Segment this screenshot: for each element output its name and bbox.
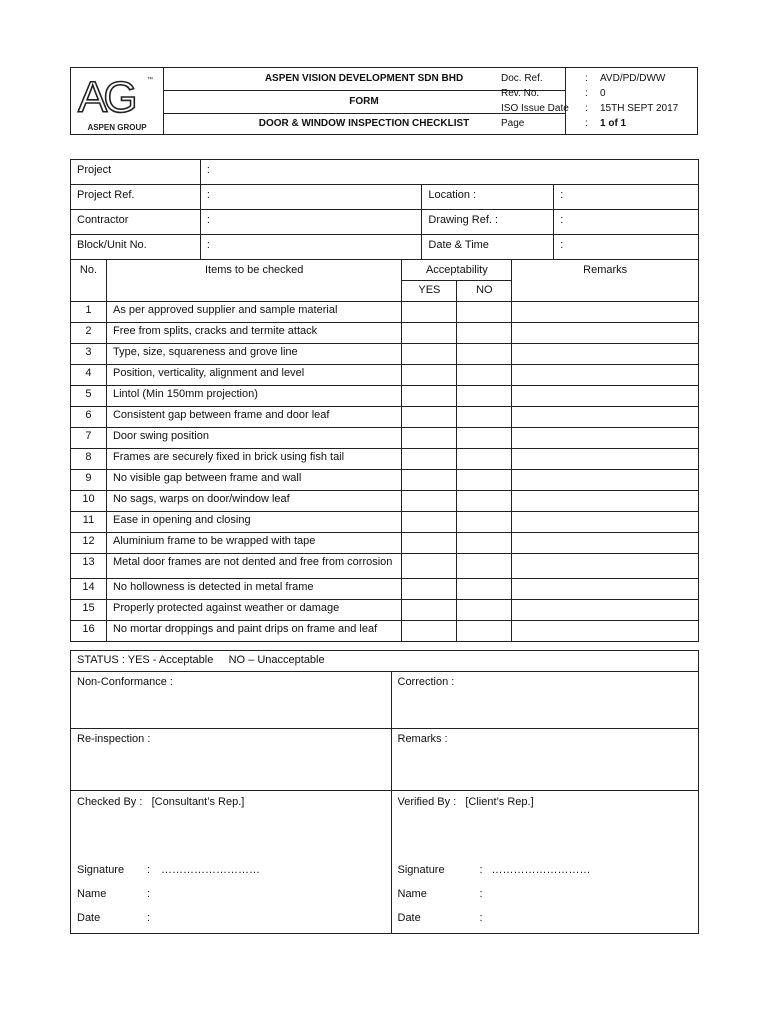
- form-label: FORM: [163, 91, 565, 114]
- no-checkbox-cell[interactable]: [457, 600, 512, 621]
- yes-checkbox-cell[interactable]: [402, 512, 457, 533]
- row-item: No sags, warps on door/window leaf: [106, 491, 401, 512]
- no-checkbox-cell[interactable]: [457, 621, 512, 642]
- company-name: ASPEN VISION DEVELOPMENT SDN BHD: [163, 68, 565, 91]
- name-label: Name: [77, 888, 107, 900]
- field-location[interactable]: :: [554, 185, 699, 210]
- no-checkbox-cell[interactable]: [457, 407, 512, 428]
- remarks-box[interactable]: [391, 729, 699, 791]
- logo-text: ASPEN GROUP: [87, 123, 147, 132]
- status-section: [70, 650, 699, 934]
- col-header-yes: YES: [402, 281, 457, 302]
- non-conformance-label: Non-Conformance :: [77, 676, 173, 688]
- row-number: 10: [71, 491, 107, 512]
- yes-checkbox-cell[interactable]: [402, 407, 457, 428]
- label-contractor: Contractor: [71, 210, 201, 235]
- yes-checkbox-cell[interactable]: [402, 365, 457, 386]
- checked-by-box[interactable]: [71, 791, 392, 934]
- colon: :: [147, 912, 151, 924]
- row-item: No hollowness is detected in metal frame: [106, 579, 401, 600]
- remarks-cell[interactable]: [512, 302, 699, 323]
- colon: :: [479, 912, 483, 924]
- yes-checkbox-cell[interactable]: [402, 449, 457, 470]
- logo-tm: ™: [147, 77, 153, 83]
- status-legend: STATUS : YES - Acceptable NO – Unacceptable: [71, 651, 699, 672]
- row-number: 7: [71, 428, 107, 449]
- meta-label-page: Page: [501, 118, 525, 129]
- row-item: Ease in opening and closing: [106, 512, 401, 533]
- yes-checkbox-cell[interactable]: [402, 323, 457, 344]
- remarks-cell[interactable]: [512, 344, 699, 365]
- label-block-unit: Block/Unit No.: [71, 235, 201, 260]
- col-header-no-answer: NO: [457, 281, 512, 302]
- no-checkbox-cell[interactable]: [457, 365, 512, 386]
- table-row: [71, 621, 699, 642]
- items-table: [70, 259, 699, 642]
- no-checkbox-cell[interactable]: [457, 579, 512, 600]
- yes-checkbox-cell[interactable]: [402, 600, 457, 621]
- no-checkbox-cell[interactable]: [457, 533, 512, 554]
- col-header-acceptability: Acceptability: [402, 260, 512, 281]
- label-project: Project: [71, 160, 201, 185]
- remarks-cell[interactable]: [512, 323, 699, 344]
- verified-by-label: Verified By : [Client’s Rep.]: [397, 796, 534, 808]
- row-number: 3: [71, 344, 107, 365]
- remarks-cell[interactable]: [512, 600, 699, 621]
- row-item: No visible gap between frame and wall: [106, 470, 401, 491]
- table-row: [71, 470, 699, 491]
- table-row: [71, 302, 699, 323]
- row-item: Position, verticality, alignment and level: [106, 365, 401, 386]
- remarks-cell[interactable]: [512, 512, 699, 533]
- correction-label: Correction :: [397, 676, 455, 688]
- field-date-time[interactable]: :: [554, 235, 699, 260]
- meta-value-iso-date: 15TH SEPT 2017: [600, 103, 679, 114]
- no-checkbox-cell[interactable]: [457, 449, 512, 470]
- label-location: Location :: [422, 185, 554, 210]
- row-item: No mortar droppings and paint drips on frame and leaf: [106, 621, 401, 642]
- verified-by-box[interactable]: [391, 791, 699, 934]
- yes-checkbox-cell[interactable]: [402, 302, 457, 323]
- no-checkbox-cell[interactable]: [457, 512, 512, 533]
- colon: :: [479, 888, 483, 900]
- signature-label: Signature: [77, 864, 125, 876]
- table-row: [71, 365, 699, 386]
- remarks-label: Remarks :: [397, 733, 448, 745]
- yes-checkbox-cell[interactable]: [402, 386, 457, 407]
- table-row: [71, 512, 699, 533]
- row-number: 6: [71, 407, 107, 428]
- row-number: 9: [71, 470, 107, 491]
- table-row: [71, 533, 699, 554]
- no-checkbox-cell[interactable]: [457, 344, 512, 365]
- no-checkbox-cell[interactable]: [457, 554, 512, 579]
- row-item: Frames are securely fixed in brick using fish tail: [106, 449, 401, 470]
- row-item: Metal door frames are not dented and free from corrosion: [106, 554, 401, 579]
- col-header-no: No.: [71, 260, 107, 302]
- table-row: [71, 407, 699, 428]
- yes-checkbox-cell[interactable]: [402, 554, 457, 579]
- table-row: [71, 491, 699, 512]
- aspen-group-logo: [71, 68, 163, 134]
- row-number: 13: [71, 554, 107, 579]
- remarks-cell[interactable]: [512, 554, 699, 579]
- reinspection-label: Re-inspection :: [77, 733, 151, 745]
- meta-value-page: 1 of 1: [600, 118, 627, 129]
- field-project-ref[interactable]: :: [200, 185, 422, 210]
- remarks-cell[interactable]: [512, 491, 699, 512]
- meta-colon: :: [585, 73, 588, 84]
- name-label: Name: [397, 888, 427, 900]
- remarks-cell[interactable]: [512, 621, 699, 642]
- row-item: Properly protected against weather or damage: [106, 600, 401, 621]
- colon: :: [479, 864, 483, 876]
- row-item: Aluminium frame to be wrapped with tape: [106, 533, 401, 554]
- field-block-unit[interactable]: :: [200, 235, 422, 260]
- row-item: Lintol (Min 150mm projection): [106, 386, 401, 407]
- row-item: Free from splits, cracks and termite attack: [106, 323, 401, 344]
- meta-value-doc-ref: AVD/PD/DWW: [600, 73, 666, 84]
- row-number: 1: [71, 302, 107, 323]
- row-number: 16: [71, 621, 107, 642]
- date-label: Date: [77, 912, 101, 924]
- non-conformance-box[interactable]: [71, 672, 392, 729]
- field-project[interactable]: :: [200, 160, 698, 185]
- colon: :: [147, 864, 151, 876]
- remarks-cell[interactable]: [512, 470, 699, 491]
- no-checkbox-cell[interactable]: [457, 428, 512, 449]
- table-row: [71, 386, 699, 407]
- date-label: Date: [397, 912, 421, 924]
- row-number: 12: [71, 533, 107, 554]
- row-item: Consistent gap between frame and door leaf: [106, 407, 401, 428]
- colon: :: [147, 888, 151, 900]
- logo-cell: [71, 68, 164, 134]
- yes-checkbox-cell[interactable]: [402, 621, 457, 642]
- row-number: 2: [71, 323, 107, 344]
- row-number: 15: [71, 600, 107, 621]
- remarks-cell[interactable]: [512, 579, 699, 600]
- yes-checkbox-cell[interactable]: [402, 533, 457, 554]
- table-row: [71, 344, 699, 365]
- table-row: [71, 554, 699, 579]
- table-row: [71, 323, 699, 344]
- logo-letters: AG: [78, 73, 134, 122]
- yes-checkbox-cell[interactable]: [402, 344, 457, 365]
- label-drawing-ref: Drawing Ref. :: [422, 210, 554, 235]
- row-item: Type, size, squareness and grove line: [106, 344, 401, 365]
- no-checkbox-cell[interactable]: [457, 302, 512, 323]
- yes-checkbox-cell[interactable]: [402, 491, 457, 512]
- correction-box[interactable]: [391, 672, 699, 729]
- col-header-remarks: Remarks: [512, 260, 699, 302]
- meta-label-doc-ref: Doc. Ref.: [501, 73, 543, 84]
- table-row: [71, 449, 699, 470]
- remarks-cell[interactable]: [512, 428, 699, 449]
- checklist-table: [70, 159, 699, 260]
- yes-checkbox-cell[interactable]: [402, 470, 457, 491]
- yes-checkbox-cell[interactable]: [402, 579, 457, 600]
- remarks-cell[interactable]: [512, 365, 699, 386]
- row-number: 14: [71, 579, 107, 600]
- meta-label-iso-date: ISO Issue Date: [501, 103, 569, 114]
- row-item: Door swing position: [106, 428, 401, 449]
- no-checkbox-cell[interactable]: [457, 470, 512, 491]
- document-header: [70, 67, 698, 135]
- signature-dots[interactable]: ………………………: [161, 864, 260, 876]
- meta-colon: :: [585, 88, 588, 99]
- col-header-items: Items to be checked: [106, 260, 401, 302]
- checked-by-label: Checked By : [Consultant’s Rep.]: [77, 796, 245, 808]
- yes-checkbox-cell[interactable]: [402, 428, 457, 449]
- remarks-cell[interactable]: [512, 386, 699, 407]
- row-item: As per approved supplier and sample material: [106, 302, 401, 323]
- meta-label-rev-no: Rev. No.: [501, 88, 540, 99]
- label-project-ref: Project Ref.: [71, 185, 201, 210]
- row-number: 11: [71, 512, 107, 533]
- no-checkbox-cell[interactable]: [457, 491, 512, 512]
- signature-label: Signature: [397, 864, 445, 876]
- row-number: 8: [71, 449, 107, 470]
- remarks-cell[interactable]: [512, 449, 699, 470]
- label-date-time: Date & Time: [422, 235, 554, 260]
- remarks-cell[interactable]: [512, 533, 699, 554]
- field-contractor[interactable]: :: [200, 210, 422, 235]
- table-row: [71, 600, 699, 621]
- row-number: 5: [71, 386, 107, 407]
- remarks-cell[interactable]: [512, 407, 699, 428]
- meta-colon: :: [585, 103, 588, 114]
- table-row: [71, 428, 699, 449]
- meta-value-rev-no: 0: [600, 88, 606, 99]
- table-row: [71, 579, 699, 600]
- meta-colon: :: [585, 118, 588, 129]
- signature-dots[interactable]: ………………………: [491, 864, 591, 876]
- form-title: DOOR & WINDOW INSPECTION CHECKLIST: [258, 118, 470, 129]
- no-checkbox-cell[interactable]: [457, 386, 512, 407]
- field-drawing-ref[interactable]: :: [554, 210, 699, 235]
- reinspection-box[interactable]: [71, 729, 392, 791]
- row-number: 4: [71, 365, 107, 386]
- no-checkbox-cell[interactable]: [457, 323, 512, 344]
